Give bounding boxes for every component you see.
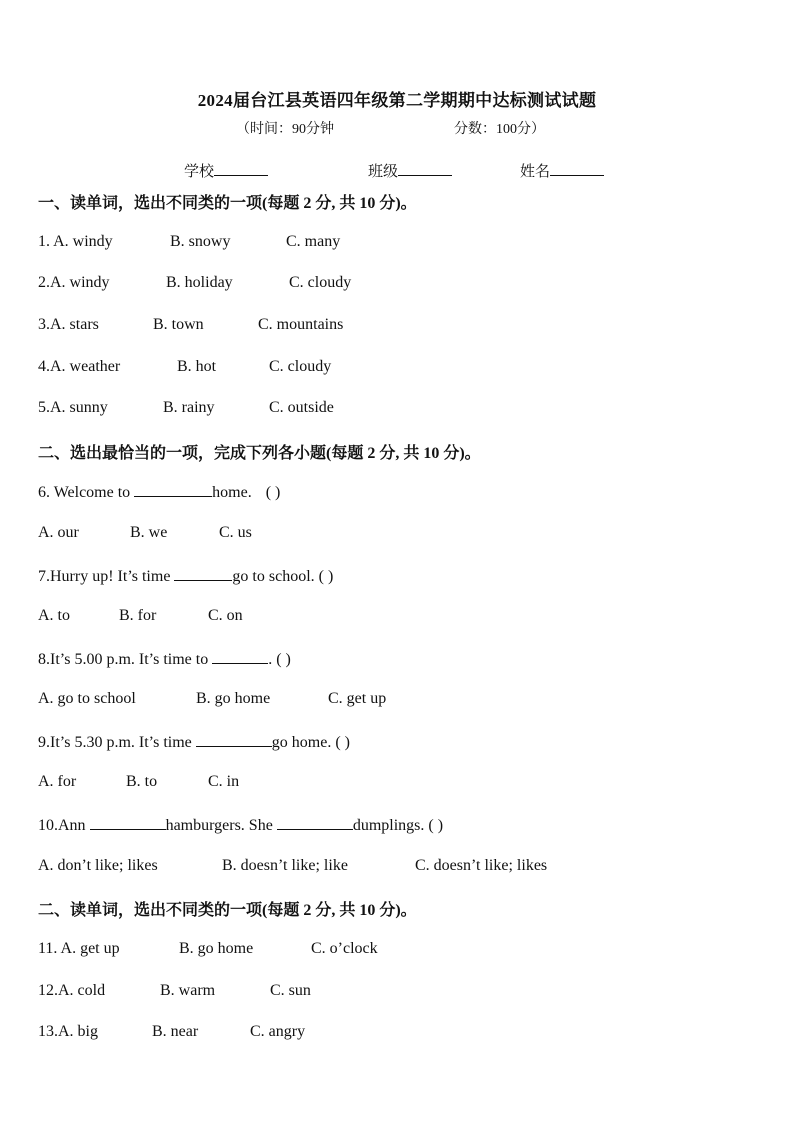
q2-option-c: C. cloudy (289, 274, 352, 291)
question-13 (38, 1023, 306, 1041)
q7-stem-start: 7.Hurry up! It’s time (38, 568, 171, 585)
q8-option-b: B. go home (196, 690, 271, 707)
q11-option-c: C. o’clock (311, 940, 378, 957)
name-field (520, 160, 604, 181)
q9-stem-start: 9.It’s 5.30 p.m. It’s time (38, 734, 192, 751)
q12-option-a: 12.A. cold (38, 982, 106, 999)
q8-stem-start: 8.It’s 5.00 p.m. It’s time to (38, 651, 209, 668)
class-label: 班级 (368, 164, 399, 180)
q11-option-b: B. go home (179, 940, 254, 957)
q9-answer-paren[interactable]: ( ) (335, 734, 350, 751)
q2-option-b: B. holiday (166, 274, 233, 291)
q6-option-a: A. our (38, 524, 79, 541)
q4-option-c: C. cloudy (269, 358, 332, 375)
exam-title: 2024届台江县英语四年级第二学期期中达标测试试题 (197, 91, 597, 110)
question-10 (38, 815, 443, 835)
question-8 (38, 649, 291, 669)
question-12 (38, 982, 311, 1000)
q10-blank-1[interactable] (90, 815, 166, 830)
q8-stem-end: . (268, 651, 273, 668)
school-label: 学校 (184, 164, 215, 180)
q13-option-b: B. near (152, 1023, 199, 1040)
q9-option-a: A. for (38, 773, 77, 790)
question-11 (38, 940, 378, 958)
q12-option-b: B. warm (160, 982, 216, 999)
name-label: 姓名 (520, 164, 551, 180)
section-1-heading: 一、读单词，选出不同类的一项(每题 2 分, 共 10 分)。 (38, 195, 417, 212)
q9-stem-end: go home. (271, 734, 332, 751)
q3-option-c: C. mountains (258, 316, 344, 333)
class-field (368, 160, 452, 181)
school-blank[interactable] (214, 161, 268, 176)
question-7 (38, 566, 333, 586)
question-9 (38, 732, 350, 752)
q5-option-a: 5.A. sunny (38, 399, 108, 416)
q10-stem-start: 10.Ann (38, 817, 86, 834)
question-4 (38, 358, 332, 376)
q7-option-b: B. for (119, 607, 157, 624)
q4-option-a: 4.A. weather (38, 358, 121, 375)
q8-blank[interactable] (212, 649, 268, 664)
question-1 (38, 233, 341, 251)
q1-option-b: B. snowy (170, 233, 231, 250)
question-5 (38, 399, 334, 417)
q1-option-c: C. many (286, 233, 341, 250)
q13-option-a: 13.A. big (38, 1023, 98, 1040)
q3-option-a: 3.A. stars (38, 316, 99, 333)
q6-stem-end: home. (212, 484, 252, 501)
q13-option-c: C. angry (250, 1023, 306, 1040)
total-score: 分数：100分） (454, 122, 545, 137)
q5-option-c: C. outside (269, 399, 334, 416)
q7-answer-paren[interactable]: ( ) (318, 568, 334, 585)
q10-option-c: C. doesn’t like; likes (415, 857, 548, 874)
q10-options (38, 857, 548, 875)
q3-option-b: B. town (153, 316, 204, 333)
q6-options (38, 524, 252, 542)
q4-option-b: B. hot (177, 358, 217, 375)
question-2 (38, 274, 352, 292)
q10-option-b: B. doesn’t like; like (222, 857, 348, 874)
class-blank[interactable] (398, 161, 452, 176)
question-6 (38, 482, 280, 502)
q12-option-c: C. sun (270, 982, 311, 999)
school-field (184, 160, 268, 181)
q10-option-a: A. don’t like; likes (38, 857, 158, 874)
q10-answer-paren[interactable]: ( ) (428, 817, 444, 834)
q6-answer-paren[interactable]: ( ) (265, 484, 281, 501)
q6-option-c: C. us (219, 524, 252, 541)
q11-option-a: 11. A. get up (38, 940, 120, 957)
q2-option-a: 2.A. windy (38, 274, 110, 291)
q8-option-c: C. get up (328, 690, 387, 707)
q7-blank[interactable] (174, 566, 232, 581)
section-3-heading: 二、读单词，选出不同类的一项(每题 2 分, 共 10 分)。 (38, 902, 417, 919)
q8-option-a: A. go to school (38, 690, 136, 707)
name-blank[interactable] (550, 161, 604, 176)
q6-stem-start: 6. Welcome to (38, 484, 131, 501)
question-3 (38, 316, 344, 334)
q7-option-a: A. to (38, 607, 70, 624)
q9-option-c: C. in (208, 773, 240, 790)
q6-blank[interactable] (134, 482, 212, 497)
q8-answer-paren[interactable]: ( ) (276, 651, 291, 668)
q7-options (38, 607, 243, 625)
q7-stem-end: go to school. (232, 568, 315, 585)
q9-options (38, 773, 240, 791)
q9-option-b: B. to (126, 773, 158, 790)
q8-options (38, 690, 387, 708)
q10-stem-mid: hamburgers. She (165, 817, 273, 834)
q10-blank-2[interactable] (277, 815, 353, 830)
section-2-heading: 二、选出最恰当的一项，完成下列各小题(每题 2 分, 共 10 分)。 (38, 445, 481, 462)
q6-option-b: B. we (130, 524, 168, 541)
q1-option-a: 1. A. windy (38, 233, 113, 250)
time-limit: （时间：90分钟 (236, 122, 334, 137)
q7-option-c: C. on (208, 607, 243, 624)
q9-blank[interactable] (196, 732, 272, 747)
q10-stem-end: dumplings. (352, 817, 425, 834)
q5-option-b: B. rainy (163, 399, 215, 416)
exam-subtitle (236, 118, 545, 138)
